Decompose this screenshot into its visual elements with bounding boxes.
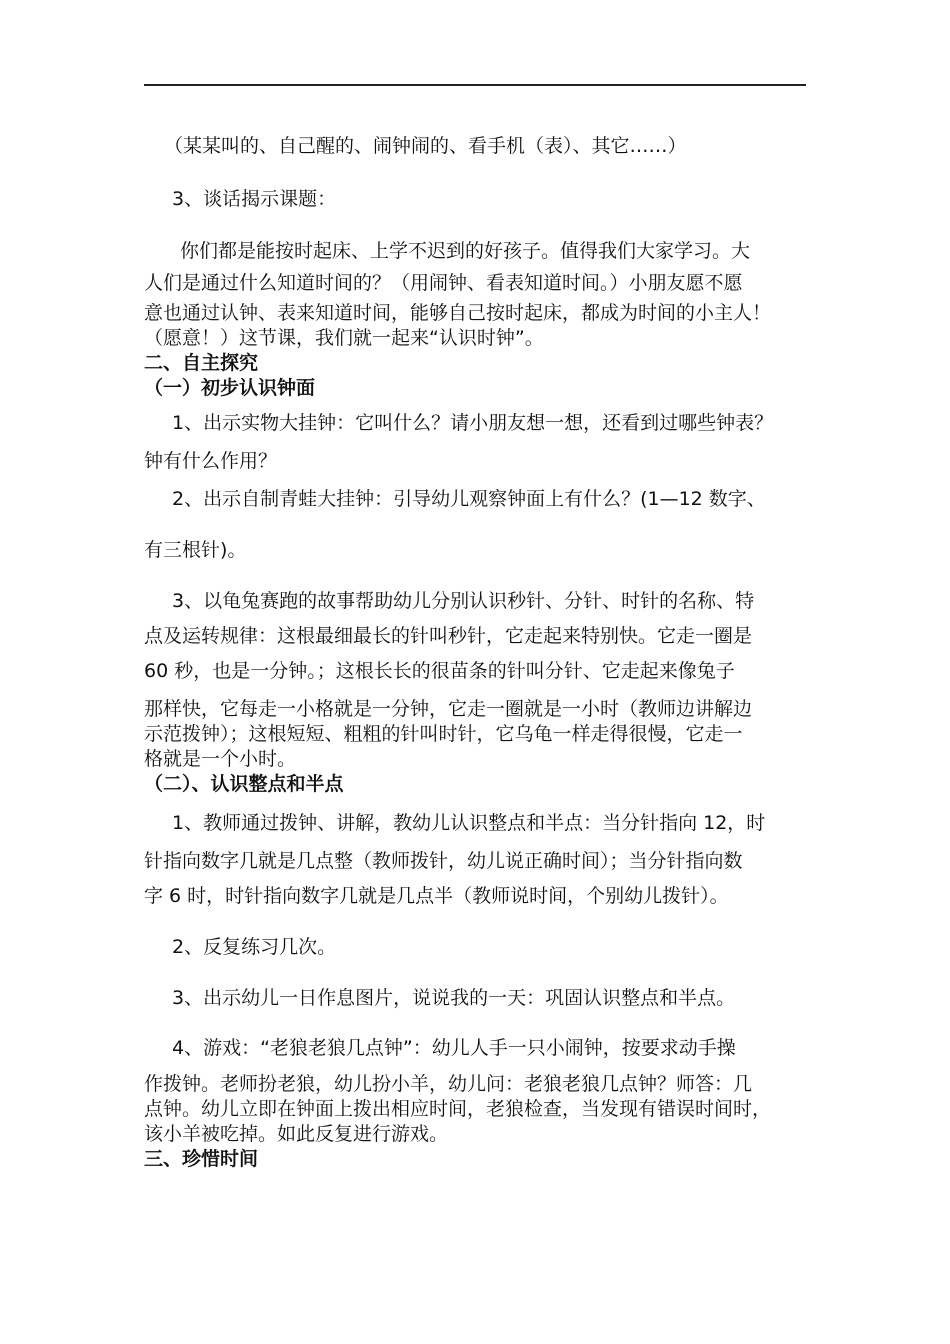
paragraph-line: 点钟。幼儿立即在钟面上拨出相应时间，老狼检查，当发现有错误时间时，	[144, 1098, 772, 1120]
paragraph-line: 钟有什么作用？	[144, 450, 278, 472]
paragraph-line: 3、出示幼儿一日作息图片，说说我的一天：巩固认识整点和半点。	[172, 987, 736, 1009]
paragraph-line: 点及运转规律：这根最细最长的针叫秒针，它走起来特别快。它走一圈是	[144, 625, 753, 647]
paragraph-line: 格就是一个小时。	[144, 748, 297, 770]
section-heading: 二、自主探究	[144, 352, 259, 374]
paragraph-line: （某某叫的、自己醒的、闹钟闹的、看手机（表）、其它……）	[164, 135, 687, 157]
paragraph-line: 3、以龟兔赛跑的故事帮助幼儿分别认识秒针、分针、时针的名称、特	[172, 590, 755, 612]
section-heading: 三、珍惜时间	[144, 1148, 259, 1170]
paragraph-line: 2、反复练习几次。	[172, 936, 337, 958]
paragraph-line: 示范拨钟）；这根短短、粗粗的针叫时针，它乌龟一样走得很慢，它走一	[144, 723, 743, 745]
paragraph-line: 意也通过认钟、表来知道时间，能够自己按时起床，都成为时间的小主人！	[144, 302, 772, 324]
paragraph-line: 60 秒，也是一分钟。；这根长长的很苗条的针叫分针、它走起来像兔子	[144, 660, 735, 682]
paragraph-line: 作拨钟。老师扮老狼，幼儿扮小羊，幼儿问：老狼老狼几点钟？师答：几	[144, 1073, 753, 1095]
paragraph-line: （愿意！）这节课，我们就一起来“认识时钟”。	[144, 327, 544, 349]
section-heading: （一）初步认识钟面	[144, 377, 316, 399]
paragraph-line: 该小羊被吃掉。如此反复进行游戏。	[144, 1123, 449, 1145]
paragraph-line: 1、教师通过拨钟、讲解，教幼儿认识整点和半点：当分针指向 12，时	[172, 812, 766, 834]
paragraph-line: 1、出示实物大挂钟：它叫什么？请小朋友想一想，还看到过哪些钟表？	[172, 412, 774, 434]
paragraph-line: 人们是通过什么知道时间的？（用闹钟、看表知道时间。）小朋友愿不愿	[144, 272, 743, 294]
paragraph-line: 3、谈话揭示课题：	[172, 188, 337, 210]
paragraph-line: 针指向数字几就是几点整（教师拨针，幼儿说正确时间）；当分针指向数	[144, 850, 743, 872]
paragraph-line: 那样快，它每走一小格就是一分钟，它走一圈就是一小时（教师边讲解边	[144, 698, 753, 720]
paragraph-line: 4、游戏：“老狼老狼几点钟”：幼儿人手一只小闹钟，按要求动手操	[172, 1037, 736, 1059]
paragraph-line: 字 6 时，时针指向数字几就是几点半（教师说时间，个别幼儿拨针）。	[144, 885, 729, 907]
header-rule	[144, 84, 806, 86]
paragraph-line: 2、出示自制青蛙大挂钟：引导幼儿观察钟面上有什么？(1—12 数字、	[172, 488, 766, 510]
paragraph-line: 你们都是能按时起床、上学不迟到的好孩子。值得我们大家学习。大	[180, 240, 751, 262]
section-heading: （二）、认识整点和半点	[144, 773, 344, 795]
paragraph-line: 有三根针)。	[144, 539, 247, 561]
